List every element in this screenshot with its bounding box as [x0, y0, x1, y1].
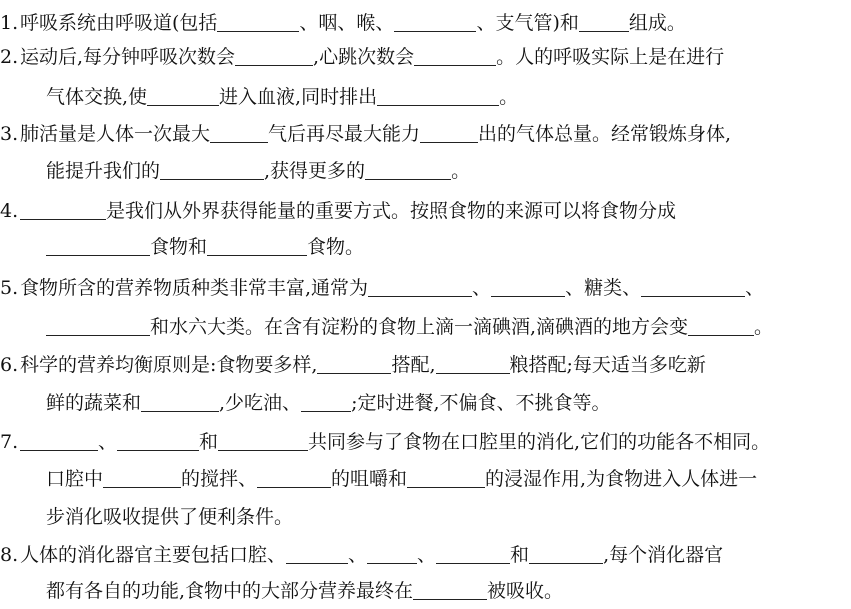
- answer-blank[interactable]: [688, 314, 754, 336]
- question-text: 被吸收。: [487, 580, 564, 602]
- answer-blank[interactable]: [217, 10, 299, 32]
- answer-blank[interactable]: [20, 198, 106, 220]
- question-text: 、咽、喉、: [299, 12, 395, 34]
- question-text: ,心跳次数会: [313, 46, 415, 68]
- answer-blank[interactable]: [301, 390, 351, 412]
- question-text: 进入血液,同时排出: [219, 86, 378, 108]
- question-2: [0, 40, 724, 74]
- answer-blank[interactable]: [147, 84, 219, 106]
- answer-blank[interactable]: [46, 314, 150, 336]
- question-text: 呼吸系统由呼吸道(包括: [20, 12, 218, 34]
- answer-blank[interactable]: [436, 542, 510, 564]
- answer-blank[interactable]: [20, 429, 98, 451]
- answer-blank[interactable]: [317, 352, 391, 374]
- question-5-line-2: [0, 310, 773, 344]
- question-text: 气体交换,使: [46, 86, 148, 108]
- question-text: 共同参与了食物在口腔里的消化,它们的功能各不相同。: [308, 431, 771, 453]
- answer-blank[interactable]: [235, 44, 313, 66]
- question-3: [0, 117, 731, 151]
- answer-blank[interactable]: [141, 390, 219, 412]
- question-text: 和: [199, 431, 219, 453]
- question-3-line-2: [0, 154, 470, 188]
- question-text: 粮搭配;每天适当多吃新: [509, 354, 706, 376]
- question-text: ,获得更多的: [264, 160, 366, 182]
- question-text: ;定时进餐,不偏食、不挑食等。: [351, 392, 611, 414]
- question-text: 运动后,每分钟呼吸次数会: [20, 46, 236, 68]
- question-4: [0, 194, 676, 228]
- question-number: 8.: [0, 544, 19, 566]
- question-text: ,每个消化器官: [603, 544, 724, 566]
- answer-blank[interactable]: [46, 234, 150, 256]
- question-text: 人体的消化器官主要包括口腔、: [20, 544, 287, 566]
- question-text: 。: [754, 316, 774, 338]
- question-text: 。人的呼吸实际上是在进行: [496, 46, 725, 68]
- answer-blank[interactable]: [414, 44, 496, 66]
- question-number: 2.: [0, 46, 19, 68]
- answer-blank[interactable]: [286, 542, 348, 564]
- question-8-line-2: [0, 574, 563, 608]
- answer-blank[interactable]: [529, 542, 603, 564]
- question-7-line-3: [0, 500, 293, 534]
- question-text: 鲜的蔬菜和: [46, 392, 142, 414]
- question-text: 、: [348, 544, 368, 566]
- question-text: 食物和: [150, 236, 208, 258]
- question-text: 组成。: [628, 12, 686, 34]
- question-text: 、: [472, 277, 492, 299]
- answer-blank[interactable]: [367, 542, 417, 564]
- question-text: 口腔中: [46, 468, 104, 490]
- question-number: 1.: [0, 12, 19, 34]
- question-text: 、: [98, 431, 118, 453]
- answer-blank[interactable]: [365, 158, 451, 180]
- question-text: 都有各自的功能,食物中的大部分营养最终在: [46, 580, 414, 602]
- answer-blank[interactable]: [368, 275, 472, 297]
- question-text: 的咀嚼和: [331, 468, 408, 490]
- question-8: [0, 538, 723, 572]
- question-text: 、糖类、: [565, 277, 642, 299]
- question-2-line-2: [0, 80, 518, 114]
- question-text: 的搅拌、: [181, 468, 258, 490]
- question-4-line-2: [0, 230, 364, 264]
- question-7-line-2: [0, 462, 757, 496]
- question-5: [0, 271, 764, 305]
- question-6: [0, 348, 706, 382]
- answer-blank[interactable]: [436, 352, 510, 374]
- question-text: 食物所含的营养物质种类非常丰富,通常为: [20, 277, 369, 299]
- answer-blank[interactable]: [160, 158, 264, 180]
- answer-blank[interactable]: [218, 429, 308, 451]
- question-text: 、支气管)和: [476, 12, 579, 34]
- answer-blank[interactable]: [641, 275, 745, 297]
- question-number: 6.: [0, 354, 19, 376]
- question-text: 出的气体总量。经常锻炼身体,: [478, 123, 732, 145]
- question-text: 能提升我们的: [46, 160, 161, 182]
- answer-blank[interactable]: [579, 10, 629, 32]
- question-text: 的浸湿作用,为食物进入人体进一: [485, 468, 758, 490]
- question-text: 食物。: [307, 236, 365, 258]
- answer-blank[interactable]: [407, 466, 485, 488]
- question-text: 步消化吸收提供了便利条件。: [46, 506, 294, 528]
- question-1: [0, 6, 686, 40]
- question-text: 科学的营养均衡原则是:食物要多样,: [20, 354, 318, 376]
- question-number: 4.: [0, 200, 19, 222]
- answer-blank[interactable]: [413, 578, 487, 600]
- question-text: 、: [745, 277, 765, 299]
- question-text: ,少吃油、: [219, 392, 302, 414]
- answer-blank[interactable]: [394, 10, 476, 32]
- question-text: 是我们从外界获得能量的重要方式。按照食物的来源可以将食物分成: [106, 200, 677, 222]
- question-number: 3.: [0, 123, 19, 145]
- question-7: [0, 425, 770, 459]
- answer-blank[interactable]: [210, 121, 268, 143]
- question-text: 。: [499, 86, 519, 108]
- question-number: 5.: [0, 277, 19, 299]
- answer-blank[interactable]: [491, 275, 565, 297]
- question-number: 7.: [0, 431, 19, 453]
- answer-blank[interactable]: [207, 234, 307, 256]
- question-6-line-2: [0, 386, 611, 420]
- answer-blank[interactable]: [103, 466, 181, 488]
- question-text: 和: [510, 544, 530, 566]
- question-text: 、: [417, 544, 437, 566]
- question-text: 气后再尽最大能力: [268, 123, 421, 145]
- answer-blank[interactable]: [117, 429, 199, 451]
- question-text: 搭配,: [391, 354, 436, 376]
- answer-blank[interactable]: [420, 121, 478, 143]
- question-text: 肺活量是人体一次最大: [20, 123, 211, 145]
- question-text: 。: [451, 160, 471, 182]
- question-text: 和水六大类。在含有淀粉的食物上滴一滴碘酒,滴碘酒的地方会变: [150, 316, 689, 338]
- answer-blank[interactable]: [377, 84, 499, 106]
- answer-blank[interactable]: [257, 466, 331, 488]
